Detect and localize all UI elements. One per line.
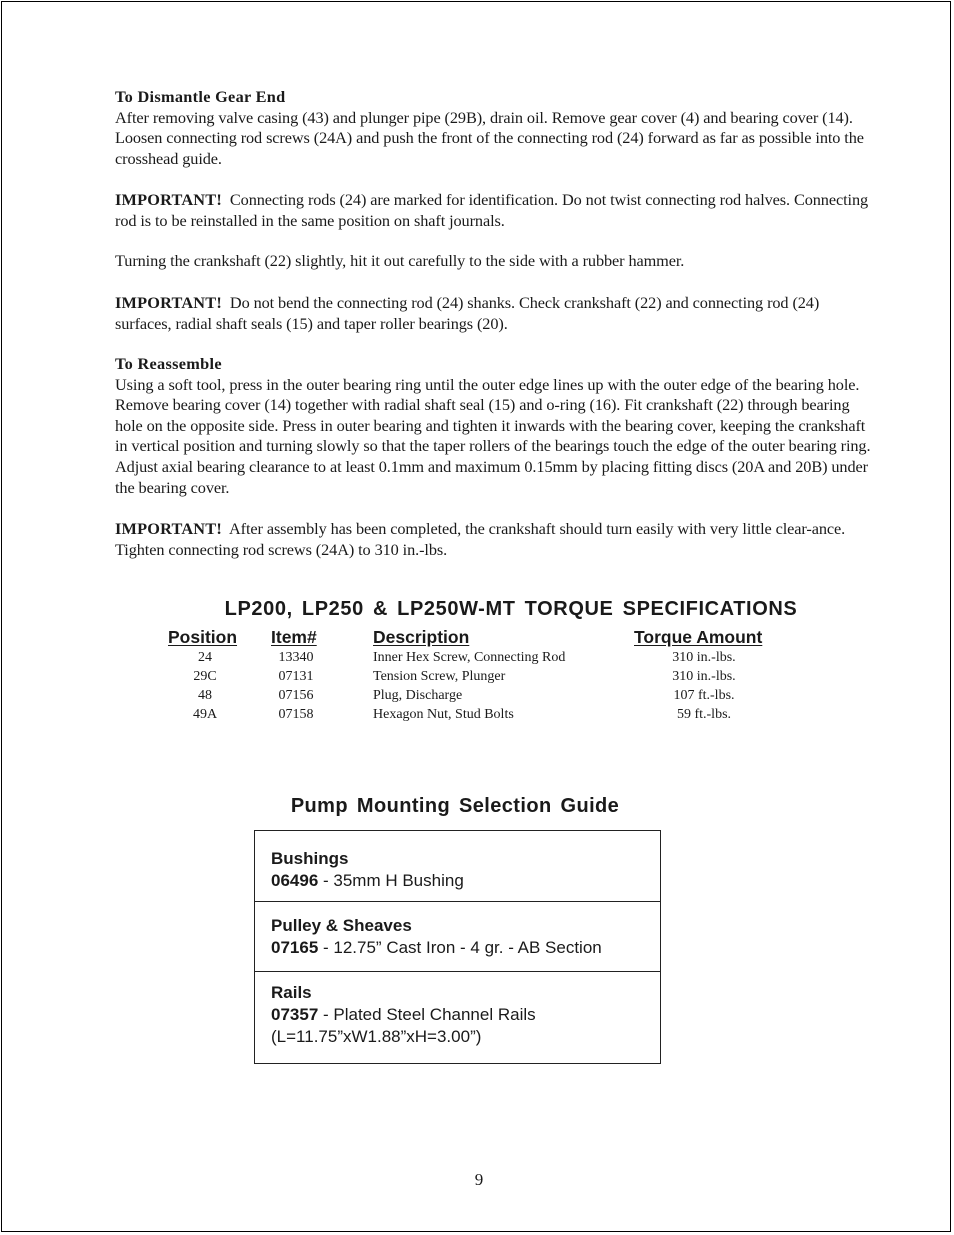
cell-torque: 59 ft.-lbs. bbox=[676, 707, 732, 722]
important-note-2 bbox=[115, 293, 875, 334]
turning-body: Turning the crankshaft (22) slightly, hit it out carefully to the side with a rubber hammer. bbox=[115, 251, 685, 270]
part-number: 07165 bbox=[271, 938, 319, 957]
guide-divider bbox=[255, 901, 660, 902]
cell-item: 13340 bbox=[278, 650, 314, 665]
important-label-1: IMPORTANT! bbox=[115, 190, 222, 209]
mounting-guide-title: Pump Mounting Selection Guide bbox=[290, 795, 620, 817]
important-note-1 bbox=[115, 190, 875, 231]
guide-section-rails bbox=[255, 982, 660, 1048]
guide-section-line bbox=[271, 937, 660, 959]
turning-paragraph bbox=[115, 251, 875, 272]
torque-table-title: LP200, LP250 & LP250W-MT TORQUE SPECIFICATIONS bbox=[224, 598, 798, 620]
cell-position: 49A bbox=[192, 707, 218, 722]
part-dimensions: (L=11.75”xW1.88”xH=3.00”) bbox=[271, 1027, 482, 1046]
cell-description: Plug, Discharge bbox=[373, 688, 463, 703]
part-description: - 35mm H Bushing bbox=[318, 871, 464, 890]
part-description: - Plated Steel Channel Rails bbox=[318, 1005, 536, 1024]
column-header-description: Description bbox=[373, 627, 470, 647]
part-number: 07357 bbox=[271, 1005, 319, 1024]
reassemble-heading: To Reassemble bbox=[115, 354, 222, 373]
guide-section-title: Bushings bbox=[271, 849, 349, 868]
cell-torque: 107 ft.-lbs. bbox=[673, 688, 735, 703]
cell-position: 29C bbox=[193, 669, 217, 684]
important-label-3: IMPORTANT! bbox=[115, 519, 222, 538]
dismantle-body: After removing valve casing (43) and plunger pipe (29B), drain oil. Remove gear cover (4) and bearing cover (14). Loosen connecting rod screws (24A) and push the front of the connecting rod (24) forward as far as possible into the crosshead guide. bbox=[115, 107, 864, 168]
cell-torque: 310 in.-lbs. bbox=[672, 650, 736, 665]
guide-section-line bbox=[271, 870, 660, 892]
dismantle-heading: To Dismantle Gear End bbox=[115, 87, 286, 106]
important-body-2: Do not bend the connecting rod (24) shanks. Check crankshaft (22) and connecting rod (24) surfaces, radial shaft seals (15) and taper roller bearings (20). bbox=[115, 293, 820, 333]
reassemble-body: Using a soft tool, press in the outer bearing ring until the outer edge lines up with the outer edge of the bearing hole. Remove bearing cover (14) together with radial shaft seal (15) and o-ring (16). Fit crankshaft (22) through bearing hole on the opposite side. Press in outer bearing and tighten it inwards with the bearing cover, keeping the crankshaft in vertical position and turning slowly so that the taper rollers of the bearings touch the edge of the outer bearing ring. Adjust axial bearing clearance to at least 0.1mm and maximum 0.15mm by placing fitting discs (20A and 20B) under the bearing cover. bbox=[115, 374, 871, 497]
part-number: 06496 bbox=[271, 871, 319, 890]
important-label-2: IMPORTANT! bbox=[115, 293, 222, 312]
cell-description: Hexagon Nut, Stud Bolts bbox=[373, 707, 514, 722]
cell-position: 24 bbox=[198, 650, 212, 665]
guide-section-line bbox=[271, 1004, 660, 1026]
cell-item: 07158 bbox=[278, 707, 314, 722]
cell-item: 07131 bbox=[278, 669, 314, 684]
part-description: - 12.75” Cast Iron - 4 gr. - AB Section bbox=[318, 938, 602, 957]
guide-section-title: Rails bbox=[271, 983, 312, 1002]
cell-description: Inner Hex Screw, Connecting Rod bbox=[373, 650, 566, 665]
reassemble-section bbox=[115, 354, 875, 498]
guide-section-bushings bbox=[255, 848, 660, 892]
cell-item: 07156 bbox=[278, 688, 314, 703]
important-body-3: After assembly has been completed, the crankshaft should turn easily with very little clear-ance. Tighten connecting rod screws (24A) to 310 in.-lbs. bbox=[115, 519, 846, 559]
column-header-item: Item# bbox=[271, 627, 317, 647]
dismantle-section bbox=[115, 87, 875, 169]
guide-section-pulley bbox=[255, 915, 660, 959]
mounting-guide-box bbox=[254, 830, 661, 1064]
guide-section-title: Pulley & Sheaves bbox=[271, 916, 412, 935]
important-note-3 bbox=[115, 519, 875, 560]
cell-position: 48 bbox=[198, 688, 212, 703]
column-header-torque: Torque Amount bbox=[634, 627, 763, 647]
page bbox=[1, 1, 951, 1232]
column-header-position: Position bbox=[168, 627, 238, 647]
page-number: 9 bbox=[474, 1170, 484, 1189]
cell-description: Tension Screw, Plunger bbox=[373, 669, 506, 684]
guide-divider bbox=[255, 971, 660, 972]
cell-torque: 310 in.-lbs. bbox=[672, 669, 736, 684]
important-body-1: Connecting rods (24) are marked for identification. Do not twist connecting rod halves. Connecting rod is to be reinstalled in the same position on shaft journals. bbox=[115, 190, 869, 230]
